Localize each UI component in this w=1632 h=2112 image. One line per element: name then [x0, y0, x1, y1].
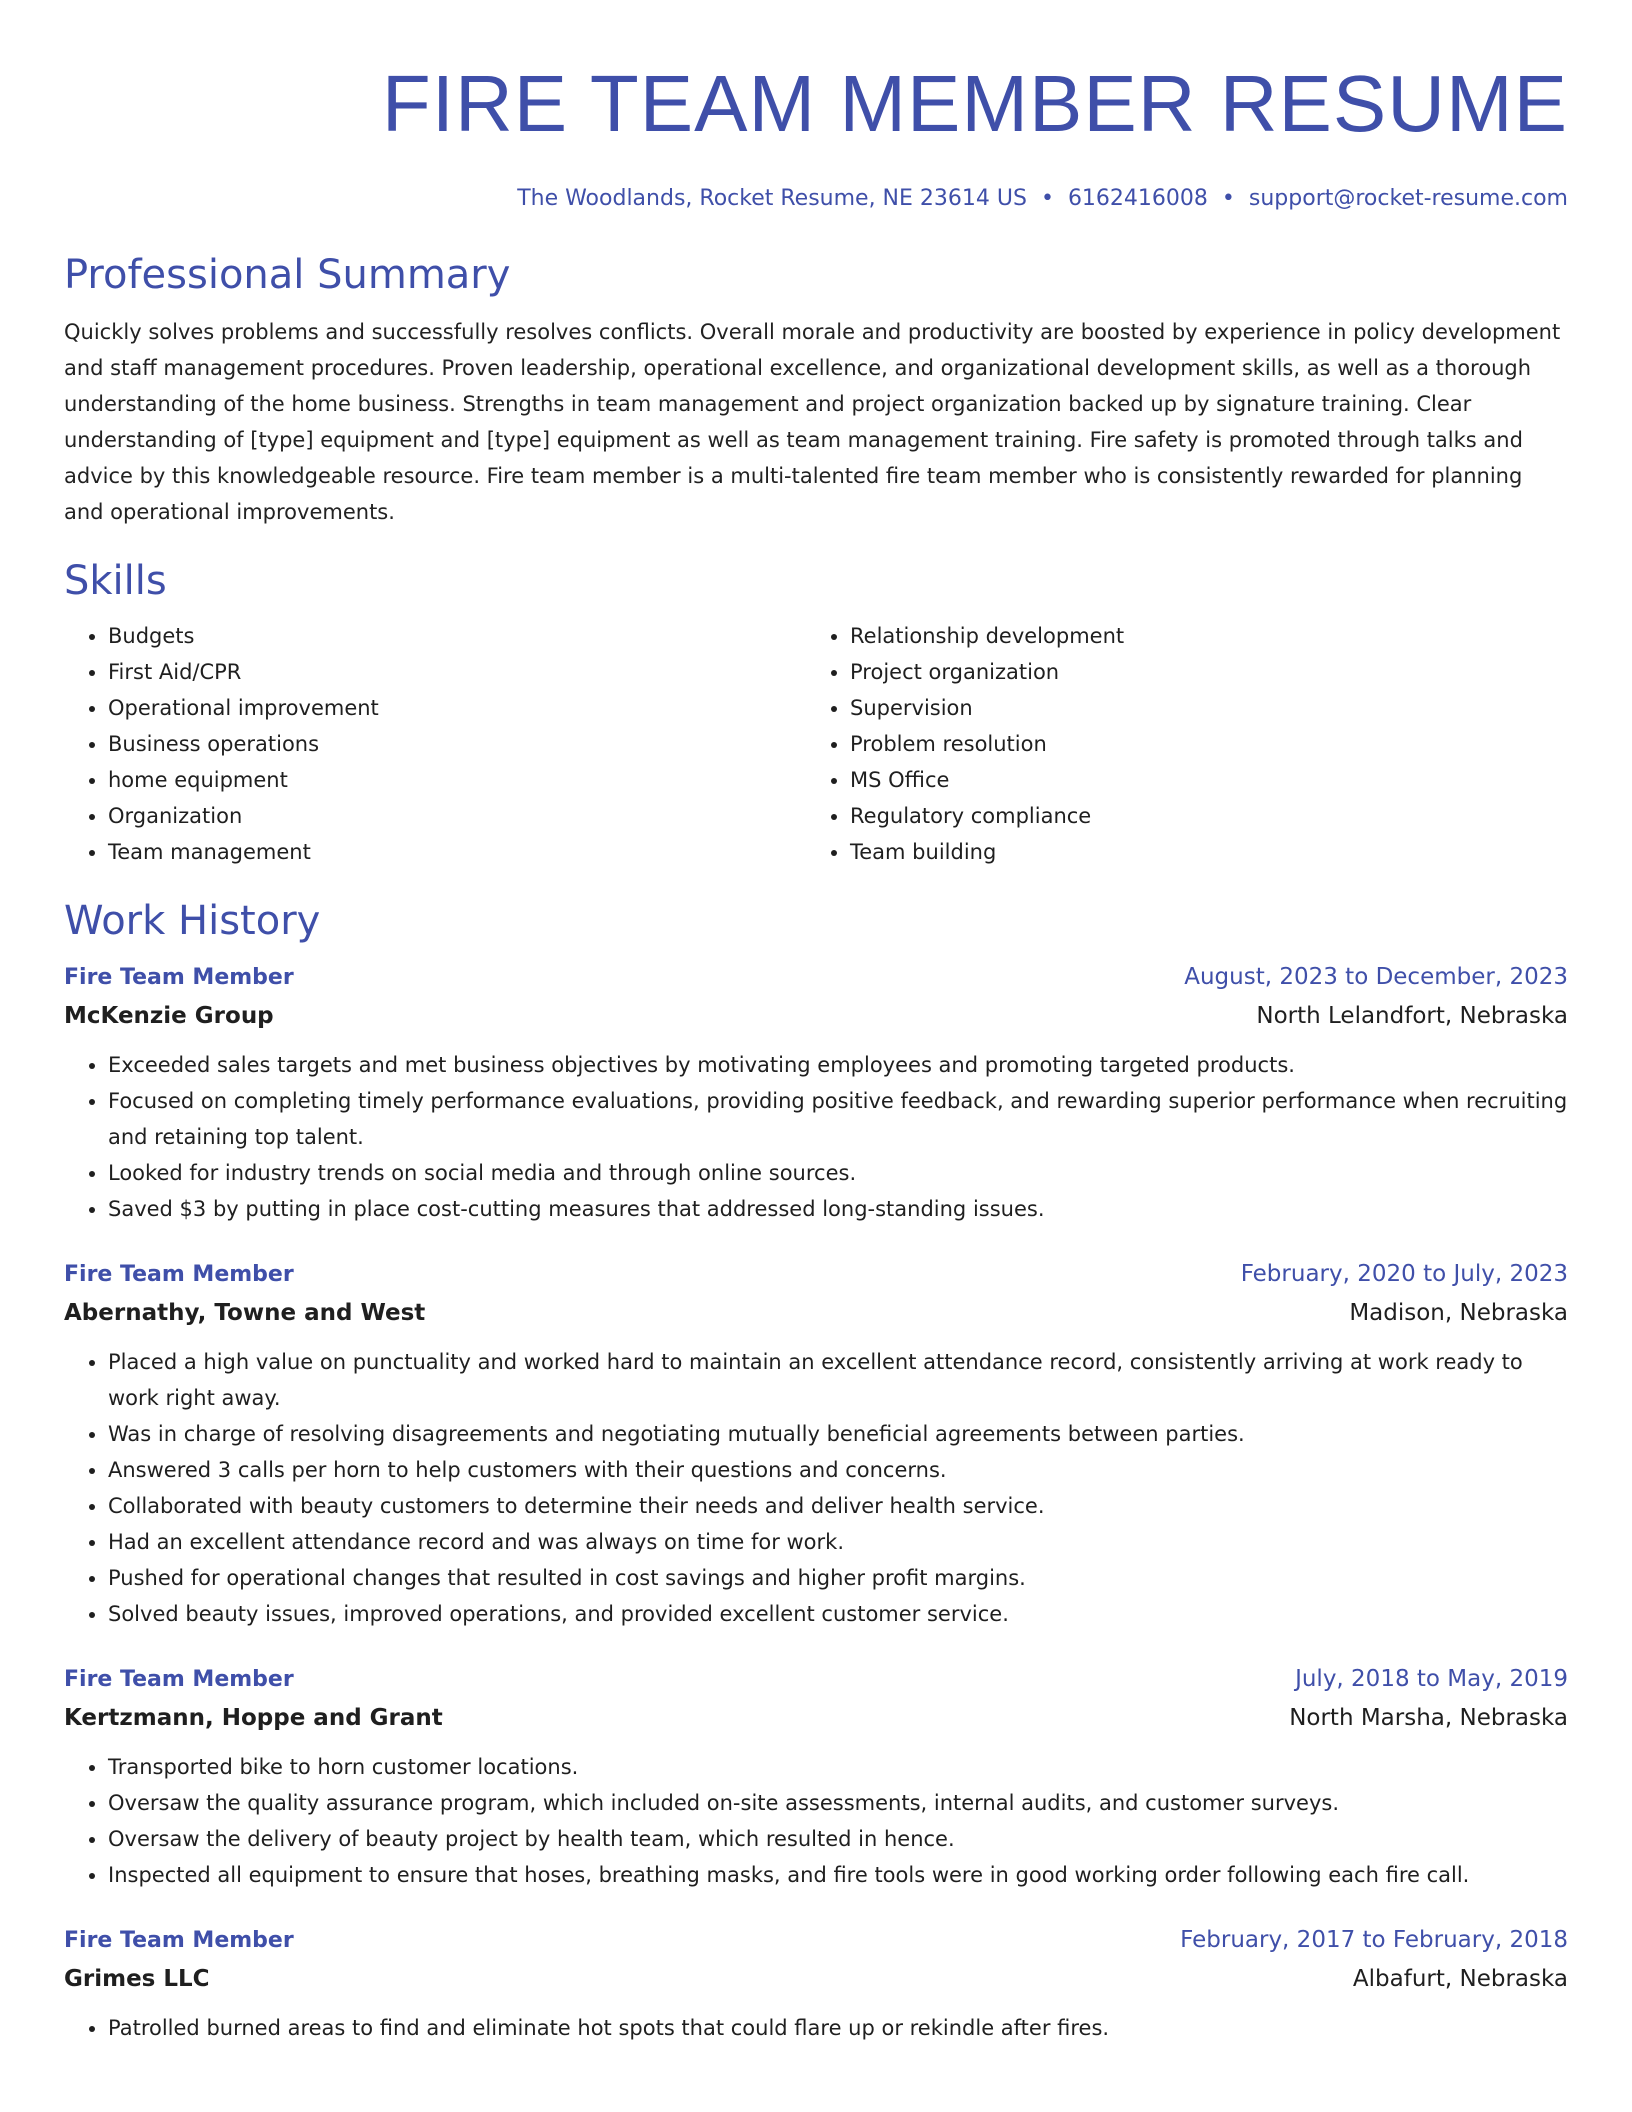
job-dates: February, 2020 to July, 2023: [1240, 1261, 1568, 1287]
job-bullet: • Saved $3 by putting in place cost-cutting measures that addressed long-standing issues.: [108, 1191, 1568, 1227]
job-company: Grimes LLC: [64, 1966, 210, 1992]
job-bullet: • Had an excellent attendance record and was always on time for work.: [108, 1524, 1568, 1560]
job-dates: February, 2017 to February, 2018: [1180, 1927, 1568, 1953]
job-bullet: • Looked for industry trends on social media and through online sources.: [108, 1155, 1568, 1191]
job-bullets: [64, 2010, 1568, 2046]
job-title-row: [64, 1921, 1568, 1960]
job-bullet: • Transported bike to horn customer locations.: [108, 1749, 1568, 1785]
job-bullet: • Focused on completing timely performance evaluations, providing positive feedback, and rewarding superior performance when recruiting and retaining top talent.: [108, 1083, 1568, 1155]
skill-item: • Organization: [108, 798, 806, 834]
job-bullet: • Answered 3 calls per horn to help customers with their questions and concerns.: [108, 1452, 1568, 1488]
skills-heading: Skills: [64, 558, 167, 604]
skills-list: [64, 618, 1568, 870]
contact-separator: •: [1040, 186, 1054, 211]
summary-text: Quickly solves problems and successfully resolves conflicts. Overall morale and productivity are boosted by experience in policy development and staff management procedures. Proven leadership, operational excellence, and organizational development skills, as well as a thorough understanding of the home business. Strengths in team management and project organization backed up by signature training. Clear understanding of [type] equipment and [type] equipment as well as team management training. Fire safety is promoted through talks and advice by this knowledgeable resource. Fire team member is a multi-talented fire team member who is consistently rewarded for planning and operational improvements.: [64, 320, 1561, 524]
job-title: Fire Team Member: [64, 1262, 294, 1287]
job-bullet: • Solved beauty issues, improved operations, and provided excellent customer service.: [108, 1596, 1568, 1632]
contact-email: support@rocket-resume.com: [1248, 186, 1568, 211]
job-dates: July, 2018 to May, 2019: [1295, 1666, 1568, 1692]
job-bullet: • Pushed for operational changes that resulted in cost savings and higher profit margins.: [108, 1560, 1568, 1596]
resume-title: FIRE TEAM MEMBER RESUME: [381, 59, 1568, 148]
job-company: Abernathy, Towne and West: [64, 1300, 426, 1326]
skill-item: • Team management: [108, 834, 806, 870]
work-history-heading: Work History: [64, 898, 321, 944]
job-bullet: • Was in charge of resolving disagreements and negotiating mutually beneficial agreements between parties.: [108, 1416, 1568, 1452]
job-bullets: [64, 1047, 1568, 1227]
skill-item: • MS Office: [850, 762, 1568, 798]
job-entry: [64, 1660, 1568, 1893]
job-title-row: [64, 958, 1568, 997]
skills-column-left: [64, 618, 806, 870]
skill-item: • Supervision: [850, 690, 1568, 726]
job-bullet: • Collaborated with beauty customers to determine their needs and deliver health service.: [108, 1488, 1568, 1524]
skill-item: • Business operations: [108, 726, 806, 762]
skill-item: • Operational improvement: [108, 690, 806, 726]
job-bullet: • Inspected all equipment to ensure that hoses, breathing masks, and fire tools were in good working order following each fire call.: [108, 1857, 1568, 1893]
contact-address: The Woodlands, Rocket Resume, NE 23614 US: [517, 186, 1027, 211]
job-bullet: • Oversaw the quality assurance program, which included on-site assessments, internal audits, and customer surveys.: [108, 1785, 1568, 1821]
job-company-row: [64, 1960, 1568, 1998]
contact-line: [64, 184, 1568, 214]
job-company: Kertzmann, Hoppe and Grant: [64, 1705, 443, 1731]
job-company-row: [64, 1294, 1568, 1332]
resume-page: [64, 0, 1568, 2046]
job-bullet: • Oversaw the delivery of beauty project by health team, which resulted in hence.: [108, 1821, 1568, 1857]
job-location: North Lelandfort, Nebraska: [1256, 1003, 1568, 1029]
job-title-row: [64, 1255, 1568, 1294]
job-entry: [64, 1255, 1568, 1632]
skill-item: • Regulatory compliance: [850, 798, 1568, 834]
skill-item: • Problem resolution: [850, 726, 1568, 762]
job-bullets: [64, 1749, 1568, 1893]
contact-phone: 6162416008: [1067, 186, 1208, 211]
contact-separator: •: [1221, 186, 1235, 211]
job-bullet: • Exceeded sales targets and met business objectives by motivating employees and promoting targeted products.: [108, 1047, 1568, 1083]
job-title-row: [64, 1660, 1568, 1699]
job-location: Madison, Nebraska: [1349, 1300, 1568, 1326]
job-dates: August, 2023 to December, 2023: [1184, 964, 1568, 990]
job-title: Fire Team Member: [64, 1928, 294, 1953]
skill-item: • Team building: [850, 834, 1568, 870]
skill-item: • First Aid/CPR: [108, 654, 806, 690]
summary-heading: Professional Summary: [64, 252, 511, 298]
job-bullets: [64, 1344, 1568, 1632]
job-bullet: • Placed a high value on punctuality and worked hard to maintain an excellent attendance record, consistently arriving at work ready to work right away.: [108, 1344, 1568, 1416]
job-entry: [64, 958, 1568, 1227]
job-title: Fire Team Member: [64, 965, 294, 990]
skill-item: • Project organization: [850, 654, 1568, 690]
skill-item: • Relationship development: [850, 618, 1568, 654]
job-bullet: • Patrolled burned areas to find and eliminate hot spots that could flare up or rekindle after fires.: [108, 2010, 1568, 2046]
skill-item: • Budgets: [108, 618, 806, 654]
job-entry: [64, 1921, 1568, 2046]
job-company-row: [64, 1699, 1568, 1737]
job-company-row: [64, 997, 1568, 1035]
skills-column-right: [806, 618, 1568, 870]
job-location: Albafurt, Nebraska: [1352, 1966, 1568, 1992]
resume-header: [64, 0, 1568, 214]
job-title: Fire Team Member: [64, 1667, 294, 1692]
skill-item: • home equipment: [108, 762, 806, 798]
job-location: North Marsha, Nebraska: [1289, 1705, 1568, 1731]
job-company: McKenzie Group: [64, 1003, 274, 1029]
